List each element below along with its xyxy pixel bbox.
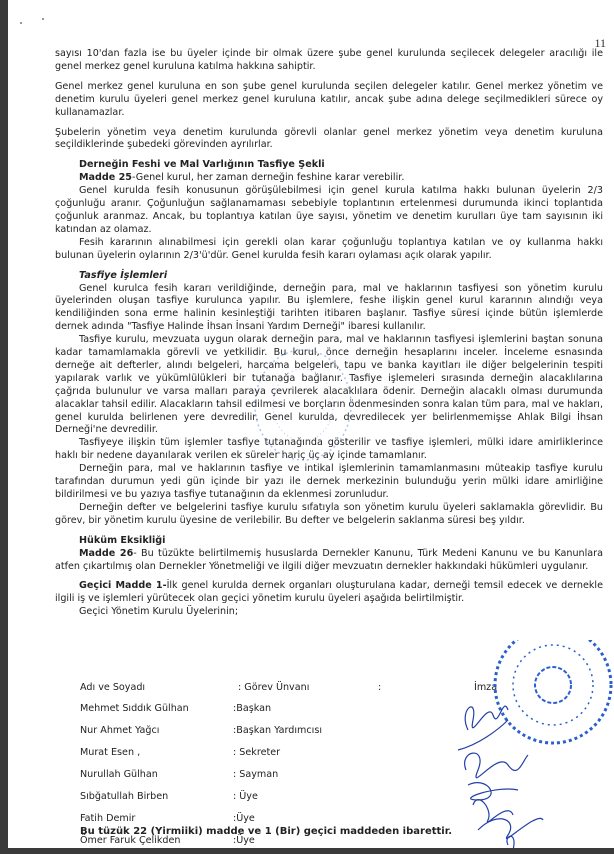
- header-name: Adı ve Soyadı: [80, 682, 146, 693]
- paragraph: Derneğin defter ve belgelerini tasfiye kurulu sıfatıyla son yönetim kurulu üyeleri saklamakla görevlidir. Bu görev, bir yönetim kurulu üyesine de verilebilir. Bu defter ve belgelerin saklanma süresi beş yıldır.: [55, 501, 603, 526]
- madde-text: İlk genel kurulda dernek organları oluşturulana kadar, derneği temsil edecek ve dernekle ilgili iş ve işlemleri yürütecek olan geçici yönetim kurulu üyeleri aşağıda belirtilmiştir.: [55, 580, 604, 605]
- member-name: Murat Esen ,: [80, 747, 141, 758]
- scan-speck: [42, 18, 44, 20]
- footer-statement: Bu tüzük 22 (Yirmiiki) madde ve 1 (Bir) geçici maddeden ibarettir.: [80, 826, 453, 837]
- member-name: Nur Ahmet Yağcı: [80, 725, 160, 736]
- member-role: :Başkan Yardımcısı: [233, 725, 322, 736]
- madde-text: - Bu tüzükte belirtilmemiş hususlarda Dernekler Kanunu, Türk Medeni Kanunu ve bu Kanunlara atfen çıkartılmış olan Dernekler Yönetmeliği ve ilgili diğer mevzuatın dernekler hakkındaki hükümleri uygulanır.: [55, 547, 603, 572]
- member-name: Fatih Demir: [80, 813, 136, 824]
- paragraph: Genel kurulda fesih konusunun görüşülebilmesi için genel kurula katılma hakkı bulunan üyelerin 2/3 çoğunluğu aranır. Çoğunluğun sağlanamaması sebebiyle toplantının ertelenmesi durumunda ikinci toplantıda çoğunluk aranmaz. Ancak, bu toplantıya katılan üye sayısı, yönetim ve denetim kurulları üye tam sayısının iki katından az olamaz.: [55, 185, 603, 235]
- faint-stamp-icon: [248, 345, 358, 465]
- member-role: :Üye: [233, 813, 255, 824]
- header-colon: :: [378, 682, 382, 693]
- header-role: : Görev Ünvanı: [238, 682, 310, 693]
- paragraph: Derneğin para, mal ve haklarının tasfiye ve intikal işlemlerinin tamamlanmasını müteakip tasfiye kurulu tarafından durumun yedi gün içinde bir yazı ile dernek merkezinin bulunduğu yerin mülki idare amirliğine bildirilmesi ve bu yazıya tasfiye tutanağının da eklenmesi zorunludur.: [55, 463, 603, 500]
- member-role: :Üye: [233, 835, 255, 846]
- madde-25: [55, 172, 603, 185]
- madde-label: Madde 25: [79, 172, 132, 184]
- members-intro: Geçici Yönetim Kurulu Üyelerinin;: [79, 606, 239, 618]
- section-heading-tasfiye: Tasfiye İşlemleri: [79, 269, 168, 281]
- scan-speck: [20, 22, 22, 24]
- signatures-icon: [448, 690, 558, 848]
- gecici-madde-1: [55, 580, 603, 606]
- page-number: 11: [594, 36, 606, 50]
- member-role: : Üye: [233, 791, 258, 802]
- paragraph: Fesih kararının alınabilmesi için gerekli olan karar çoğunluğu toplantıya katılan ve oy kullanma hakkı bulunan üyelerin oylarının 2/3'ü'dür. Genel kurulda fesih kararı oylaması açık olarak yapılır.: [55, 236, 603, 261]
- section-heading-hukum: Hüküm Eksikliği: [79, 534, 166, 546]
- paragraph: Genel merkez genel kuruluna en son şube genel kurulunda seçilen delegeler katılır. Genel merkez yönetim ve denetim kurulu üyeleri genel merkez genel kuruluna katılır, ancak şube adına delege seçilmedikleri sürece oy kullanamazlar.: [55, 80, 603, 118]
- paragraph: Genel kurulca fesih kararı verildiğinde, derneğin para, mal ve haklarının tasfiyesi son yönetim kurulu üyelerinden oluşan tasfiye kurulunca yapılır. Bu işlemlere, feshe ilişkin genel kurul kararının alındığı veya kendiliğinden sona erme halinin kesinleştiği tarihten itibaren başlanır. Tasfiye süresi içinde bütün işlemlerde dernek adında "Tasfiye Halinde İhsan İnsani Yardım Derneği" ibaresi kullanılır.: [55, 282, 603, 333]
- member-name: Sıbğatullah Birben: [80, 791, 169, 802]
- member-name: Mehmet Sıddık Gülhan: [80, 703, 189, 714]
- paragraph: Şubelerin yönetim veya denetim kurulunda görevli olanlar genel merkez yönetim veya denetim kuruluna seçildiklerinde şubedeki görevinden ayrılırlar.: [55, 126, 603, 151]
- madde-label: Geçici Madde 1-: [79, 580, 167, 592]
- document-body: [55, 48, 603, 619]
- member-name: Ömer Faruk Çelikden: [80, 835, 181, 846]
- section-heading-fesih: Derneğin Feshi ve Mal Varlığının Tasfiye Şekli: [79, 159, 325, 171]
- madde-text: -Genel kurul, her zaman derneğin feshine karar verebilir.: [131, 172, 405, 184]
- member-name: Nurullah Gülhan: [80, 769, 158, 780]
- paragraph: Tasfiye kurulu, mevzuata uygun olarak derneğin para, mal ve haklarının tasfiyesi işlemlerini baştan sonuna kadar tamamlamakla görevli ve yetkilidir. Bu kurul, önce derneğin hesaplarını inceler. İnceleme esnasında derneğe ait defterler, alındı belgeleri, harcama belgeleri, tapu ve banka kayıtları ile diğer belgelerinin tespiti yapılarak varlık ve yükümlülükleri bir tutanağa bağlanır. Tasfiye işlemeleri sırasında derneğin alacaklılarına çağrıda bulunulur ve varsa malları paraya çevrilerek alacaklılara ödenir. Derneğin alacaklı olması durumunda alacaklar tahsil edilir. Alacakların tahsil edilmesi ve borçların ödenmesinden sonra kalan tüm para, mal ve hakları, genel kurulda belirlenen yere devredilir. Genel kurulda, devredilecek yer belirlenmemişse Ahlak Bilgi İhsan Derneği'ne devredilir.: [55, 334, 603, 436]
- madde-26: [55, 548, 603, 574]
- member-role: :Başkan: [233, 703, 272, 714]
- madde-label: Madde 26: [79, 547, 134, 559]
- member-role: : Sekreter: [233, 747, 281, 758]
- paragraph: Tasfiyeye ilişkin tüm işlemler tasfiye tutanağında gösterilir ve tasfiye işlemleri, mülki idare amirliklerince haklı bir nedene dayanılarak verilen ek süreler hariç üç ay içinde tamamlanır.: [55, 437, 603, 462]
- member-role: : Sayman: [233, 769, 279, 780]
- paragraph: sayısı 10'dan fazla ise bu üyeler içinde bir olmak üzere şube genel kurulunda seçilecek delegeler aracılığı ile genel merkez genel kuruluna katılma hakkına sahiptir.: [55, 48, 603, 72]
- document-page: [8, 0, 614, 848]
- header-signature: İmza: [474, 682, 498, 693]
